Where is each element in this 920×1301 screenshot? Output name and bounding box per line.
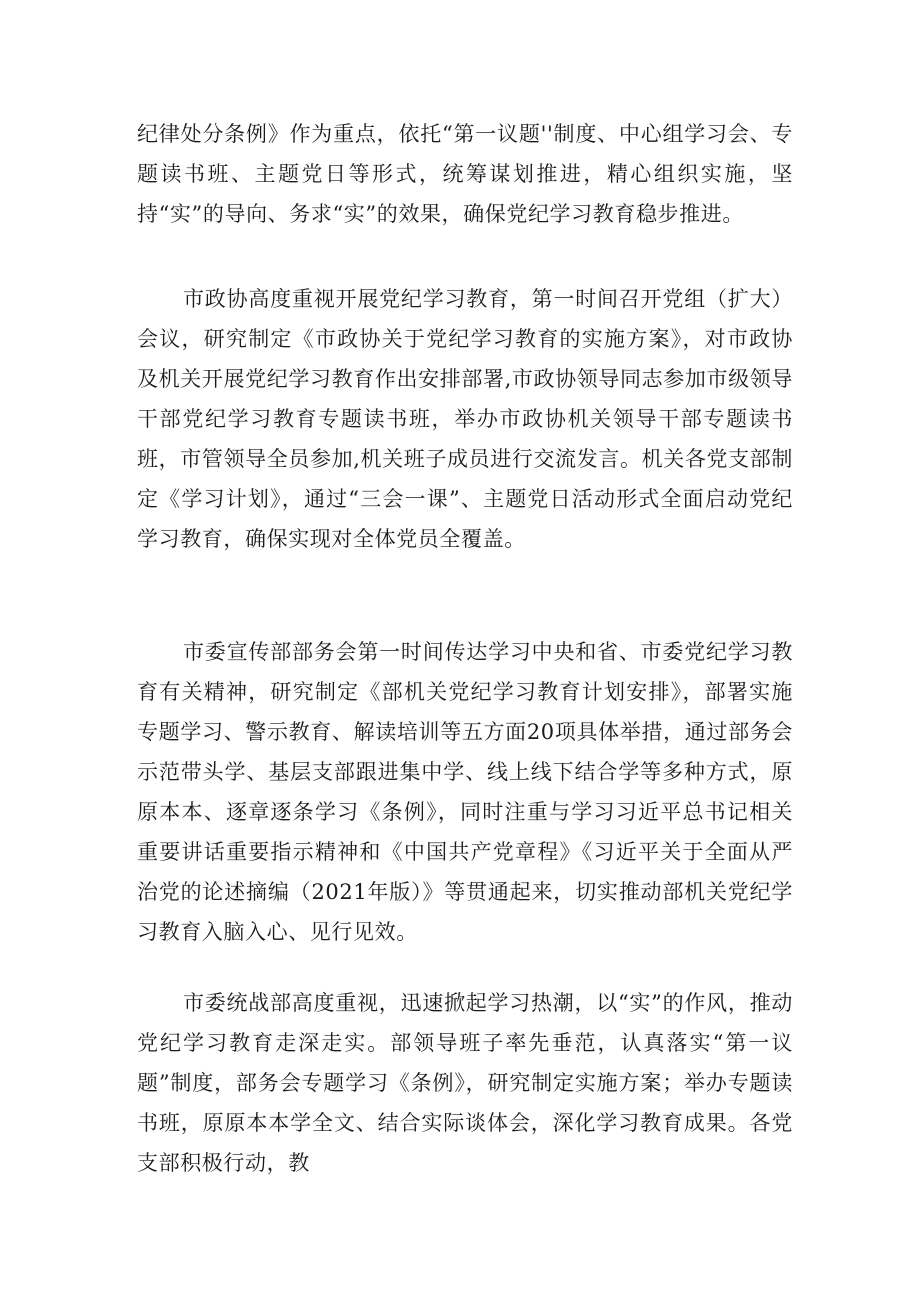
paragraph-publicity-department: 市委宣传部部务会第一时间传达学习中央和省、市委党纪学习教育有关精神，研究制定《部机关党纪学习教育计划安排》，部署实施专题学习、警示教育、解读培训等五方面20项具体举措，通过部务会示范带头学、基层支部跟进集中学、线上线下结合学等多种方式，原原本本、逐章逐条学习《条例》，同时注重与学习习近平总书记相关重要讲话重要指示精神和《中国共产党章程》《习近平关于全面从严治党的论述摘编（2021年版）》等贯通起来，切实推动部机关党纪学习教育入脑入心、见行见效。	[137, 640, 793, 944]
paragraph-continuation: 纪律处分条例》作为重点，依托“第一议题''制度、中心组学习会、专题读书班、主题党日等形式，统筹谋划推进，精心组织实施，坚持“实”的导向、务求“实”的效果，确保党纪学习教育稳步推进。	[137, 122, 793, 226]
paragraph-political-consultative: 市政协高度重视开展党纪学习教育，第一时间召开党组（扩大）会议，研究制定《市政协关于党纪学习教育的实施方案》，对市政协及机关开展党纪学习教育作出安排部署,市政协领导同志参加市级领导干部党纪学习教育专题读书班，举办市政协机关领导干部专题读书班，市管领导全员参加,机关班子成员进行交流发言。机关各党支部制定《学习计划》，通过“三会一课”、主题党日活动形式全面启动党纪学习教育，确保实现对全体党员全覆盖。	[137, 287, 793, 551]
paragraph-united-front-department: 市委统战部高度重视，迅速掀起学习热潮，以“实”的作风，推动党纪学习教育走深走实。部领导班子率先垂范，认真落实“第一议题”制度，部务会专题学习《条例》，研究制定实施方案；举办专题读书班，原原本本学全文、结合实际谈体会，深化学习教育成果。各党支部积极行动，教	[137, 991, 793, 1175]
